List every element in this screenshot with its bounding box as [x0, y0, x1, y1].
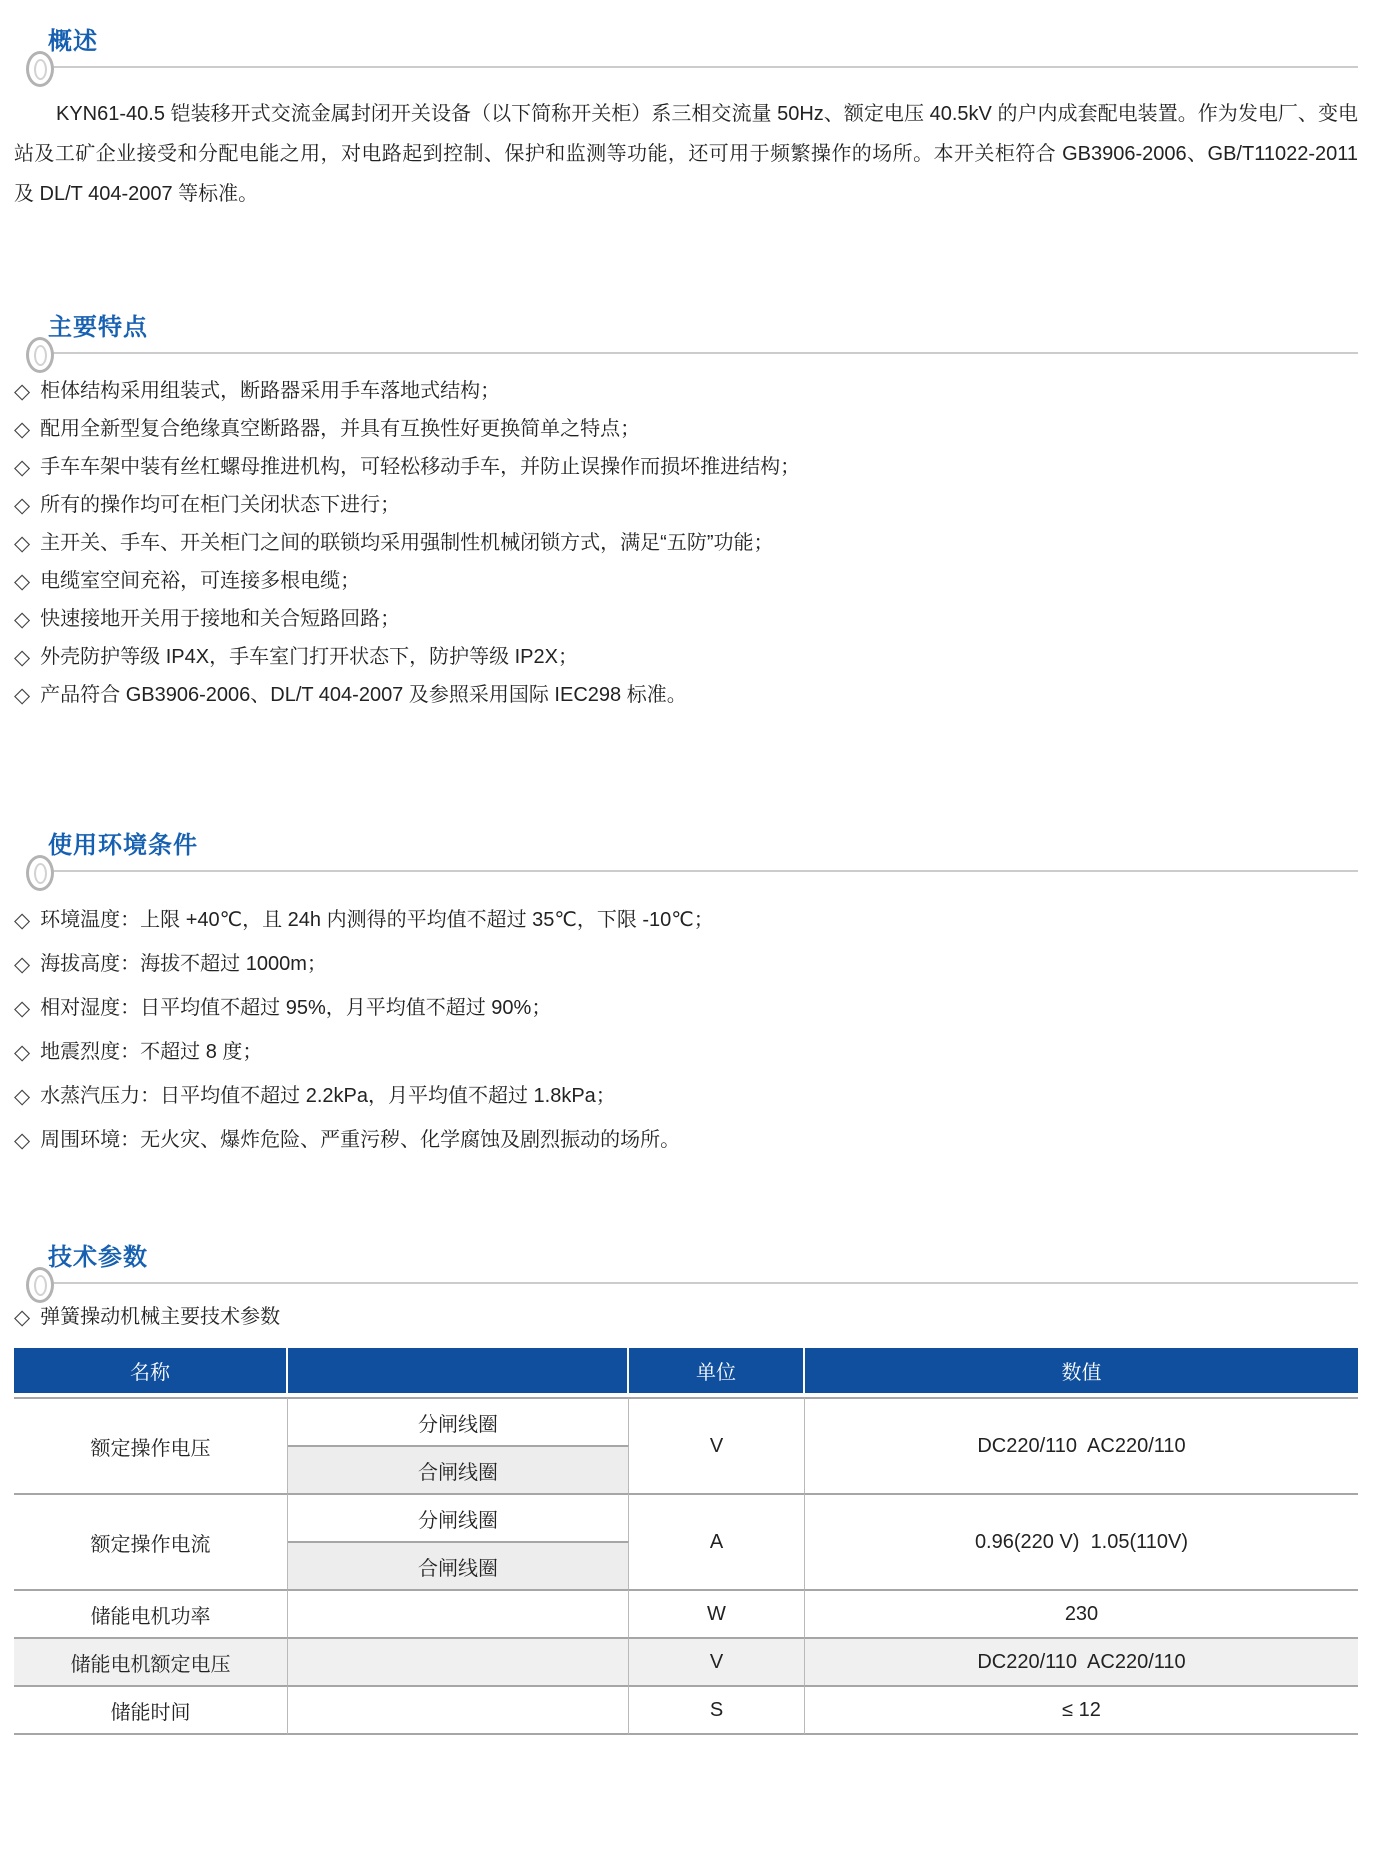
- diamond-bullet-icon: ◇: [14, 953, 31, 976]
- param-name-cell: 储能电机额定电压: [14, 1637, 288, 1685]
- feature-item: [14, 448, 1358, 486]
- environment-divider: [50, 870, 1358, 872]
- environment-list: [14, 898, 1358, 1162]
- coil-cell: 合闸线圈: [288, 1541, 629, 1589]
- environment-item: [14, 942, 1358, 986]
- feature-item: [14, 600, 1358, 638]
- diamond-bullet-icon: ◇: [14, 1129, 31, 1152]
- param-name-cell: 额定操作电压: [14, 1397, 288, 1493]
- coil-cell: [288, 1637, 629, 1685]
- tech-params-table: [14, 1348, 1358, 1735]
- section-overview: [14, 26, 1358, 214]
- table-header-row: [14, 1348, 1358, 1397]
- overview-divider: [50, 66, 1358, 68]
- section-ring-icon: [26, 1267, 54, 1303]
- environment-item: [14, 1074, 1358, 1118]
- tech-table-caption-text: 弹簧操动机械主要技术参数: [40, 1306, 281, 1328]
- feature-text: 手车车架中装有丝杠螺母推进机构，可轻松移动手车，并防止误操作而损坏推进结构；: [40, 456, 801, 478]
- unit-cell: W: [629, 1589, 805, 1637]
- feature-item: [14, 562, 1358, 600]
- feature-item: [14, 486, 1358, 524]
- tech-header: [14, 1242, 1358, 1284]
- environment-text: 水蒸汽压力：日平均值不超过 2.2kPa，月平均值不超过 1.8kPa；: [40, 1085, 616, 1107]
- feature-item: [14, 372, 1358, 410]
- features-title: 主要特点: [48, 314, 148, 341]
- features-divider: [50, 352, 1358, 354]
- diamond-bullet-icon: ◇: [14, 646, 31, 669]
- diamond-bullet-icon: ◇: [14, 997, 31, 1020]
- environment-item: [14, 1118, 1358, 1162]
- environment-header: [14, 830, 1358, 872]
- table-row: [14, 1589, 1358, 1637]
- feature-item: [14, 410, 1358, 448]
- diamond-bullet-icon: ◇: [14, 1041, 31, 1064]
- param-name-cell: 储能电机功率: [14, 1589, 288, 1637]
- tech-title: 技术参数: [48, 1244, 148, 1271]
- unit-cell: V: [629, 1637, 805, 1685]
- column-header-coil: [288, 1348, 629, 1397]
- diamond-bullet-icon: ◇: [14, 380, 31, 403]
- unit-cell: A: [629, 1493, 805, 1589]
- section-ring-icon: [26, 51, 54, 87]
- diamond-bullet-icon: ◇: [14, 1085, 31, 1108]
- coil-cell: 分闸线圈: [288, 1397, 629, 1445]
- diamond-bullet-icon: ◇: [14, 456, 31, 479]
- feature-text: 柜体结构采用组装式，断路器采用手车落地式结构；: [40, 380, 501, 402]
- environment-item: [14, 986, 1358, 1030]
- feature-item: [14, 676, 1358, 714]
- value-cell: 0.96(220 V) 1.05(110V): [805, 1493, 1358, 1589]
- features-header: [14, 312, 1358, 354]
- environment-text: 海拔高度：海拔不超过 1000m；: [40, 953, 327, 975]
- table-row: [14, 1397, 1358, 1445]
- column-header-name: 名称: [14, 1348, 288, 1397]
- feature-item: [14, 524, 1358, 562]
- environment-text: 周围环境：无火灾、爆炸危险、严重污秽、化学腐蚀及剧烈振动的场所。: [40, 1129, 681, 1151]
- unit-cell: S: [629, 1685, 805, 1735]
- feature-text: 主开关、手车、开关柜门之间的联锁均采用强制性机械闭锁方式，满足“五防”功能；: [40, 532, 774, 554]
- overview-title: 概述: [48, 28, 98, 55]
- diamond-bullet-icon: ◇: [14, 1306, 31, 1329]
- environment-item: [14, 1030, 1358, 1074]
- section-ring-icon: [26, 337, 54, 373]
- param-name-cell: 额定操作电流: [14, 1493, 288, 1589]
- table-row: [14, 1493, 1358, 1541]
- feature-text: 所有的操作均可在柜门关闭状态下进行；: [40, 494, 401, 516]
- environment-text: 地震烈度：不超过 8 度；: [40, 1041, 263, 1063]
- coil-cell: [288, 1685, 629, 1735]
- diamond-bullet-icon: ◇: [14, 418, 31, 441]
- section-ring-icon: [26, 855, 54, 891]
- column-header-value: 数值: [805, 1348, 1358, 1397]
- coil-cell: [288, 1589, 629, 1637]
- coil-cell: 分闸线圈: [288, 1493, 629, 1541]
- diamond-bullet-icon: ◇: [14, 909, 31, 932]
- section-features: [14, 312, 1358, 714]
- coil-cell: 合闸线圈: [288, 1445, 629, 1493]
- feature-text: 产品符合 GB3906-2006、DL/T 404-2007 及参照采用国际 IEC298 标准。: [40, 684, 687, 706]
- table-row: [14, 1637, 1358, 1685]
- diamond-bullet-icon: ◇: [14, 608, 31, 631]
- value-cell: ≤ 12: [805, 1685, 1358, 1735]
- environment-text: 环境温度：上限 +40℃，且 24h 内测得的平均值不超过 35℃，下限 -10℃；: [40, 909, 714, 931]
- environment-title: 使用环境条件: [48, 832, 198, 859]
- diamond-bullet-icon: ◇: [14, 494, 31, 517]
- environment-item: [14, 898, 1358, 942]
- feature-text: 配用全新型复合绝缘真空断路器，并具有互换性好更换简单之特点；: [40, 418, 641, 440]
- param-name-cell: 储能时间: [14, 1685, 288, 1735]
- diamond-bullet-icon: ◇: [14, 532, 31, 555]
- tech-divider: [50, 1282, 1358, 1284]
- feature-item: [14, 638, 1358, 676]
- feature-text: 外壳防护等级 IP4X，手车室门打开状态下，防护等级 IP2X；: [40, 646, 578, 668]
- column-header-unit: 单位: [629, 1348, 805, 1397]
- diamond-bullet-icon: ◇: [14, 570, 31, 593]
- diamond-bullet-icon: ◇: [14, 684, 31, 707]
- environment-text: 相对湿度：日平均值不超过 95%，月平均值不超过 90%；: [40, 997, 552, 1019]
- feature-text: 快速接地开关用于接地和关合短路回路；: [40, 608, 401, 630]
- section-environment: [14, 830, 1358, 1162]
- value-cell: 230: [805, 1589, 1358, 1637]
- feature-list: [14, 372, 1358, 714]
- section-tech-params: [14, 1242, 1358, 1735]
- feature-text: 电缆室空间充裕，可连接多根电缆；: [40, 570, 361, 592]
- overview-paragraph: KYN61-40.5 铠装移开式交流金属封闭开关设备（以下简称开关柜）系三相交流量 50Hz、额定电压 40.5kV 的户内成套配电装置。作为发电厂、变电站及工矿企业接受和分配电能之用，对电路起到控制、保护和监测等功能，还可用于频繁操作的场所。本开关柜符合 GB3906-2006、GB/T11022-2011 及 DL/T 404-2007 等标准。: [14, 103, 1358, 205]
- unit-cell: V: [629, 1397, 805, 1493]
- value-cell: DC220/110 AC220/110: [805, 1397, 1358, 1493]
- catalog-page: [0, 26, 1373, 1735]
- overview-header: [14, 26, 1358, 68]
- table-row: [14, 1685, 1358, 1735]
- value-cell: DC220/110 AC220/110: [805, 1637, 1358, 1685]
- tech-table-caption: [14, 1302, 1358, 1332]
